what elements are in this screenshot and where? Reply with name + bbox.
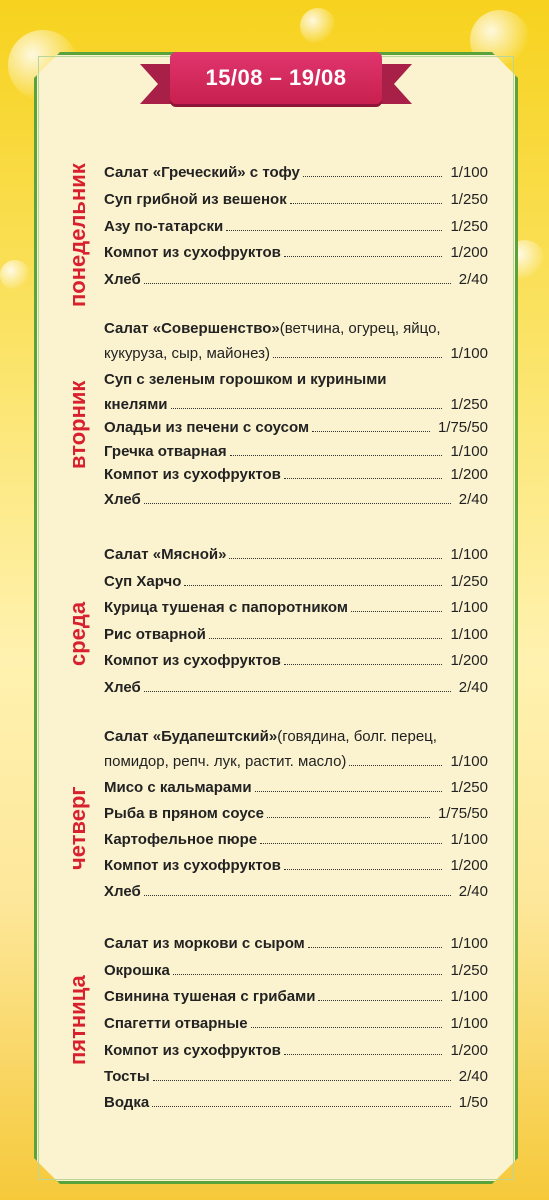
dish-name: Хлеб [104,271,141,288]
dish-name: Салат «Совершенство» [104,320,280,337]
bubble-decoration [300,8,336,44]
leader-dots [290,203,443,204]
leader-dots [144,503,451,504]
leader-dots [312,431,430,432]
menu-item [104,546,488,568]
menu-item [104,626,488,648]
leader-dots [173,974,443,975]
leader-dots [273,357,442,358]
dish-name: Мисо с кальмарами [104,779,252,796]
leader-dots [144,283,451,284]
menu-item-line2 [104,345,488,367]
leader-dots [184,585,442,586]
dish-portion: 1/100 [450,753,488,770]
dish-portion: 1/100 [450,599,488,616]
dish-portion: 1/200 [450,466,488,483]
dish-portion: 2/40 [458,1068,488,1085]
menu-item [104,857,488,879]
dish-name: Компот из сухофруктов [104,244,281,261]
dish-portion: 2/40 [458,271,488,288]
leader-dots [318,1000,442,1001]
menu-item [104,679,488,701]
menu-item [104,831,488,853]
dish-portion: 1/250 [450,191,488,208]
dish-portion: 1/100 [450,1015,488,1032]
dish-portion: 1/100 [450,988,488,1005]
menu-item [104,988,488,1010]
day-label-thursday: четверг [65,786,90,870]
dish-portion: 1/50 [458,1094,488,1111]
menu-item-line2 [104,396,488,418]
dish-portion: 1/100 [450,831,488,848]
leader-dots [284,478,443,479]
dish-name: Салат «Мясной» [104,546,227,563]
menu-item [104,935,488,957]
menu-item [104,652,488,674]
dish-name: Азу по-татарски [104,218,224,235]
menu-item [104,1068,488,1090]
dish-name: Курица тушеная с папоротником [104,599,348,616]
day-label-tuesday: вторник [65,380,90,470]
dish-name-continued: кнелями [104,396,168,413]
dish-name: Компот из сухофруктов [104,1042,281,1059]
date-range: 15/08 – 19/08 [205,65,347,90]
dish-portion: 1/100 [450,626,488,643]
dish-portion: 1/100 [450,345,488,362]
leader-dots [284,664,443,665]
leader-dots [260,843,442,844]
menu-item [104,164,488,186]
leader-dots [255,791,443,792]
dish-description-continued: кукуруза, сыр, майонез) [104,345,271,362]
dish-portion: 2/40 [458,883,488,900]
menu-item [104,191,488,213]
menu-item [104,244,488,266]
leader-dots [284,256,443,257]
dish-name: Компот из сухофруктов [104,652,281,669]
menu-item [104,271,488,293]
leader-dots [171,408,443,409]
menu-item [104,419,488,441]
menu-item [104,962,488,984]
menu-item [104,883,488,905]
day-label-wednesday: среда [65,601,90,667]
dish-portion: 1/200 [450,244,488,261]
dish-description-continued: помидор, репч. лук, растит. масло) [104,753,347,770]
dish-description: (ветчина, огурец, яйцо, [279,320,441,337]
dish-portion: 1/250 [450,396,488,413]
dish-portion: 1/200 [450,857,488,874]
leader-dots [226,230,442,231]
dish-portion: 1/250 [450,962,488,979]
menu-item [104,218,488,240]
leader-dots [267,817,430,818]
dish-name: Салат «Греческий» с тофу [104,164,300,181]
dish-name: Компот из сухофруктов [104,466,281,483]
dish-name: Компот из сухофруктов [104,857,281,874]
menu-item [104,573,488,595]
dish-portion: 2/40 [458,679,488,696]
dish-name: Хлеб [104,491,141,508]
day-label-friday: пятница [65,975,90,1065]
dish-name: Оладьи из печени с соусом [104,419,310,436]
dish-name: Рис отварной [104,626,206,643]
dish-name: Тосты [104,1068,150,1085]
dish-name: Суп Харчо [104,573,182,590]
leader-dots [209,638,443,639]
dish-portion: 2/40 [458,491,488,508]
dish-portion: 1/200 [450,1042,488,1059]
menu-item [104,491,488,513]
bubble-decoration [0,260,30,290]
leader-dots [229,558,442,559]
leader-dots [152,1106,451,1107]
menu-item [104,599,488,621]
dish-name: Салат «Будапештский» [104,728,278,745]
dish-portion: 1/100 [450,443,488,460]
leader-dots [230,455,443,456]
menu-item [104,805,488,827]
dish-portion: 1/100 [450,164,488,181]
leader-dots [144,691,451,692]
leader-dots [351,611,443,612]
dish-portion: 1/250 [450,218,488,235]
menu-item [104,1042,488,1064]
leader-dots [284,1054,443,1055]
menu-item-line1 [104,728,488,750]
leader-dots [251,1027,443,1028]
dish-name: Суп с зеленым горошком и куриными [104,371,387,388]
menu-item-line2 [104,753,488,775]
menu-item-line1 [104,371,488,393]
dish-portion: 1/75/50 [437,419,488,436]
dish-name: Хлеб [104,679,141,696]
dish-name: Водка [104,1094,150,1111]
menu-item [104,1015,488,1037]
dish-portion: 1/250 [450,573,488,590]
leader-dots [349,765,442,766]
leader-dots [153,1080,451,1081]
menu-item-line1 [104,320,488,342]
dish-name: Картофельное пюре [104,831,258,848]
dish-portion: 1/100 [450,935,488,952]
date-range-banner [170,52,382,104]
leader-dots [284,869,443,870]
dish-name: Свинина тушеная с грибами [104,988,316,1005]
dish-name: Спагетти отварные [104,1015,248,1032]
dish-name: Хлеб [104,883,141,900]
dish-portion: 1/100 [450,546,488,563]
dish-name: Окрошка [104,962,170,979]
menu-item [104,779,488,801]
dish-description: (говядина, болг. перец, [277,728,437,745]
leader-dots [303,176,443,177]
dish-portion: 1/75/50 [437,805,488,822]
menu-item [104,443,488,465]
menu-item [104,1094,488,1116]
leader-dots [308,947,443,948]
dish-name: Гречка отварная [104,443,227,460]
dish-portion: 1/250 [450,779,488,796]
dish-portion: 1/200 [450,652,488,669]
day-label-monday: понедельник [65,163,90,307]
menu-item [104,466,488,488]
dish-name: Суп грибной из вешенок [104,191,287,208]
leader-dots [144,895,451,896]
dish-name: Салат из моркови с сыром [104,935,305,952]
dish-name: Рыба в пряном соусе [104,805,265,822]
